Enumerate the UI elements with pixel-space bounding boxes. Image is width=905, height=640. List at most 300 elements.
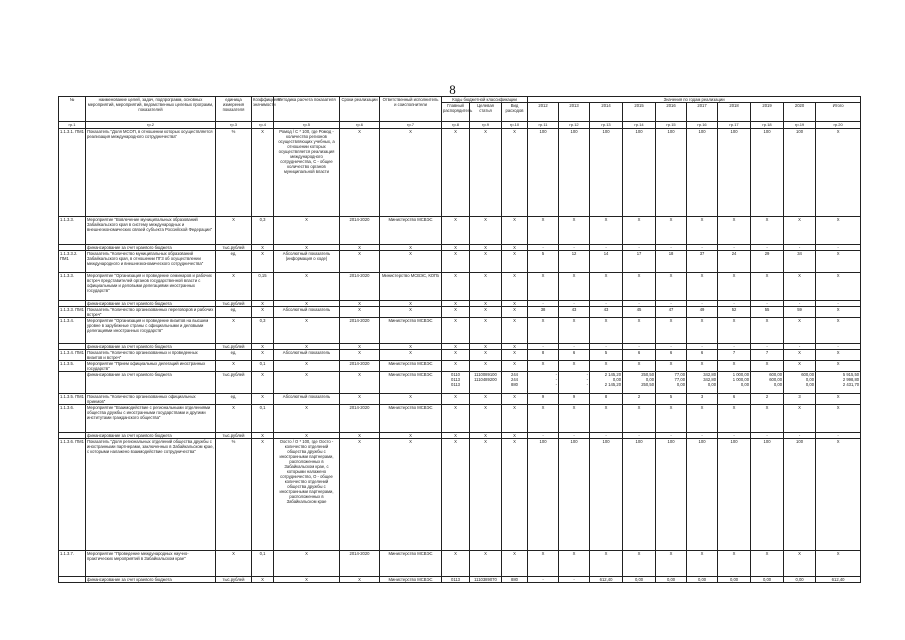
table-cell: - — [687, 433, 718, 439]
table-cell: Х — [470, 394, 502, 405]
table-cell: Х — [340, 577, 380, 583]
table-cell: Х — [274, 361, 340, 372]
table-cell: финансирование за счет краевого бюджета — [86, 433, 216, 439]
table-cell: 0,3 — [252, 217, 274, 245]
table-cell: 0,1 — [252, 361, 274, 372]
table-cell: Х — [340, 372, 380, 394]
table-cell: ед. — [216, 350, 252, 361]
table-cell: Х — [340, 301, 380, 307]
header-unit: единица измерения показателя — [216, 97, 252, 122]
table-cell: - — [623, 344, 656, 350]
table-cell: 100 — [623, 129, 656, 217]
table-cell: Х — [442, 245, 470, 251]
table-cell: Х — [442, 301, 470, 307]
table-cell: Х — [442, 318, 470, 344]
page-number: 8 — [449, 82, 456, 97]
table-cell: - — [559, 245, 590, 251]
table-cell: 1.1.3.5. — [59, 361, 86, 372]
column-number-cell: гр.16 — [687, 122, 718, 129]
table-row — [59, 551, 861, 577]
table-cell: 0,00 — [718, 577, 751, 583]
table-row — [59, 217, 861, 245]
table-cell: Х — [442, 273, 470, 301]
table-cell: 2014-2020 — [340, 551, 380, 577]
table-cell: 0,1 — [252, 405, 274, 433]
table-cell: Х — [274, 372, 340, 394]
table-cell: Х — [718, 318, 751, 344]
table-cell: - — [718, 301, 751, 307]
table-cell: - — [751, 301, 784, 307]
table-cell: Х — [502, 439, 528, 551]
table-cell: Х — [502, 318, 528, 344]
table-cell: Х — [216, 405, 252, 433]
table-cell: Х — [380, 307, 442, 318]
table-cell: Х — [751, 318, 784, 344]
table-cell: 5 — [656, 394, 687, 405]
table-cell: - — [528, 577, 559, 583]
table-cell: 38 — [528, 307, 559, 318]
header-executor: Ответственный исполнитель и соисполнители — [380, 97, 442, 122]
table-cell: Х — [252, 251, 274, 273]
table-cell: 244 244 880 — [502, 372, 528, 394]
table-cell: Х — [656, 273, 687, 301]
table-cell: Х — [502, 361, 528, 372]
table-cell: - — [687, 344, 718, 350]
table-cell: 45 — [623, 307, 656, 318]
table-cell: Х — [502, 217, 528, 245]
table-cell: тыс.рублей — [216, 301, 252, 307]
table-cell: Показатель "Доля региональных отделений общества дружбы с иностранными партнерами, заключенных в Забайкальском крае, с которыми налажено взаимодействие сотрудничества" — [86, 439, 216, 551]
table-cell: 9 — [528, 394, 559, 405]
table-cell: 1.1.3.7. — [59, 551, 86, 577]
table-cell: Министерство МСВЭС — [380, 405, 442, 433]
document-table-wrapper — [58, 96, 860, 583]
table-cell: - — [623, 433, 656, 439]
table-cell: - — [623, 301, 656, 307]
table-cell: Мероприятие "Организация и проведение визитов на высшем уровне в зарубежные страны с официальными и деловыми делегациями иностранных государств" — [86, 318, 216, 344]
table-cell: Х — [718, 217, 751, 245]
table-cell: тыс.рублей — [216, 344, 252, 350]
table-cell: 2014-2020 — [340, 361, 380, 372]
table-cell: 100 — [656, 129, 687, 217]
table-row — [59, 405, 861, 433]
table-cell: Абсолютный показатель — [274, 350, 340, 361]
column-number-cell: гр.11 — [528, 122, 559, 129]
table-cell: - — [816, 245, 861, 251]
header-year: 2016 — [656, 103, 687, 122]
table-cell: 1.1.3.6. — [59, 405, 86, 433]
table-cell: 1.1.3.5. ПМ1 — [59, 394, 86, 405]
column-number-cell: гр.3 — [216, 122, 252, 129]
header-year: 2020 — [784, 103, 816, 122]
table-cell: тыс.рублей — [216, 577, 252, 583]
table-cell: 100 — [784, 129, 816, 217]
table-cell: Х — [623, 405, 656, 433]
table-cell: Х — [502, 245, 528, 251]
header-year: 2013 — [559, 103, 590, 122]
table-cell: Х — [216, 217, 252, 245]
table-cell: Х — [590, 405, 623, 433]
table-cell: Х — [380, 350, 442, 361]
column-number-cell: гр.18 — [751, 122, 784, 129]
table-cell: Х — [816, 129, 861, 217]
table-cell: Х — [656, 217, 687, 245]
table-cell: Показатель "Количество организованных переговоров и рабочих встреч" — [86, 307, 216, 318]
table-cell: - — [784, 344, 816, 350]
table-cell: Х — [274, 217, 340, 245]
table-cell: 1 000,00 1 000,00 0,00 — [718, 372, 751, 394]
table-row — [59, 129, 861, 217]
table-cell: Х — [252, 307, 274, 318]
table-cell: Х — [816, 273, 861, 301]
table-cell: Министерство МСВЭС — [380, 577, 442, 583]
table-cell: Х — [470, 344, 502, 350]
table-cell: - — [656, 245, 687, 251]
table-cell: Х — [687, 273, 718, 301]
column-number-cell: гр.13 — [590, 122, 623, 129]
table-cell: Х — [656, 551, 687, 577]
table-cell: 2014-2020 — [340, 318, 380, 344]
table-cell: Х — [380, 129, 442, 217]
table-cell: Х — [470, 433, 502, 439]
program-indicators-table — [58, 96, 861, 583]
table-cell: Х — [252, 301, 274, 307]
table-cell: Х — [751, 273, 784, 301]
table-cell: 29 — [751, 251, 784, 273]
table-cell: 880 — [502, 577, 528, 583]
table-cell: Х — [559, 551, 590, 577]
table-cell: 7 — [718, 350, 751, 361]
table-cell: Х — [380, 301, 442, 307]
table-cell: Х — [751, 405, 784, 433]
table-cell: Х — [274, 433, 340, 439]
table-cell: 100 — [718, 129, 751, 217]
table-cell: 100 — [623, 439, 656, 551]
table-cell: - - - — [559, 372, 590, 394]
table-cell: Х — [340, 350, 380, 361]
table-cell: 100 — [528, 129, 559, 217]
table-cell: 342,80 342,80 0,00 — [687, 372, 718, 394]
table-cell: 0,00 — [623, 577, 656, 583]
table-cell: 0,00 — [656, 577, 687, 583]
table-cell: Х — [274, 318, 340, 344]
table-cell: Х — [718, 405, 751, 433]
table-cell: Х — [559, 405, 590, 433]
table-cell: 100 — [784, 439, 816, 551]
table-cell: Х — [559, 361, 590, 372]
table-cell: Х — [623, 217, 656, 245]
header-total: Итого — [816, 103, 861, 122]
table-cell: 6 — [559, 350, 590, 361]
table-cell: 1110389070 — [470, 577, 502, 583]
column-number-cell: гр.8 — [442, 122, 470, 129]
table-cell: Х — [502, 394, 528, 405]
table-cell: - — [656, 344, 687, 350]
table-cell: Х — [442, 350, 470, 361]
table-cell: % — [216, 439, 252, 551]
column-number-cell: гр.17 — [718, 122, 751, 129]
table-cell: 2 — [623, 394, 656, 405]
table-cell: 2014-2020 — [340, 217, 380, 245]
table-cell: Х — [502, 251, 528, 273]
table-cell: Х — [751, 217, 784, 245]
table-cell: Х — [252, 245, 274, 251]
table-cell: Абсолютный показатель — [274, 307, 340, 318]
table-cell: Х — [502, 350, 528, 361]
table-cell: - — [751, 344, 784, 350]
table-cell: финансирование за счет краевого бюджета — [86, 344, 216, 350]
table-cell: - — [784, 245, 816, 251]
table-cell: - — [590, 433, 623, 439]
table-cell: 37 — [687, 251, 718, 273]
table-cell: Х — [470, 251, 502, 273]
table-cell: - — [751, 433, 784, 439]
table-cell: финансирование за счет краевого бюджета — [86, 301, 216, 307]
table-cell: Х — [718, 273, 751, 301]
table-cell: 8 — [590, 394, 623, 405]
table-cell: - — [718, 245, 751, 251]
table-cell: 6 — [687, 350, 718, 361]
table-row — [59, 307, 861, 318]
table-cell: Х — [340, 433, 380, 439]
table-cell: - — [559, 433, 590, 439]
table-cell: Х — [623, 273, 656, 301]
table-cell: 100 — [751, 129, 784, 217]
table-cell: Абсолютный показатель (информация о ходе) — [274, 251, 340, 273]
table-cell: Х — [442, 344, 470, 350]
table-cell: 612,40 — [590, 577, 623, 583]
table-cell: 2 — [751, 394, 784, 405]
table-cell: Х — [623, 318, 656, 344]
table-cell: 2014-2020 — [340, 405, 380, 433]
table-cell: 1.1.3.4. ПМ1 — [59, 350, 86, 361]
table-cell: Х — [784, 273, 816, 301]
column-number-cell: гр.4 — [252, 122, 274, 129]
table-cell: 12 — [559, 251, 590, 273]
table-cell: Х — [816, 361, 861, 372]
table-cell: Х — [380, 433, 442, 439]
table-cell: 9 — [559, 394, 590, 405]
table-cell: % — [216, 129, 252, 217]
table-cell: Х — [380, 344, 442, 350]
table-cell: Х — [216, 551, 252, 577]
table-cell: Х — [816, 217, 861, 245]
table-cell: Х — [590, 217, 623, 245]
table-cell: - — [590, 344, 623, 350]
table-row — [59, 577, 861, 583]
table-cell: 1.1.3.3.2. ПМ1 — [59, 251, 86, 273]
table-row — [59, 439, 861, 551]
table-cell: 600,00 0,00 0,00 — [784, 372, 816, 394]
table-cell: тыс.рублей — [216, 245, 252, 251]
table-cell: Х — [470, 301, 502, 307]
table-cell: Х — [274, 344, 340, 350]
table-cell: Х — [784, 318, 816, 344]
table-cell: 1110089100 1110489200 — [470, 372, 502, 394]
table-cell: Х — [502, 301, 528, 307]
table-cell: финансирование за счет краевого бюджета — [86, 372, 216, 394]
table-cell: Х — [340, 129, 380, 217]
table-cell: Х — [816, 318, 861, 344]
table-cell: Х — [442, 251, 470, 273]
table-row — [59, 361, 861, 372]
table-cell: 1.1.3.1. ПМ1 — [59, 129, 86, 217]
table-cell: Х — [340, 439, 380, 551]
table-cell: Х — [274, 551, 340, 577]
table-cell: Х — [442, 405, 470, 433]
table-body — [59, 129, 861, 583]
header-year: 2017 — [687, 103, 718, 122]
table-cell: Х — [216, 318, 252, 344]
column-number-cell: гр.6 — [340, 122, 380, 129]
column-number-cell: гр.5 — [274, 122, 340, 129]
table-cell: финансирование за счет краевого бюджета — [86, 245, 216, 251]
column-number-cell: гр.9 — [470, 122, 502, 129]
table-cell: Х — [687, 551, 718, 577]
column-number-cell: гр.12 — [559, 122, 590, 129]
table-row — [59, 273, 861, 301]
table-cell: Х — [687, 217, 718, 245]
table-cell: Х — [559, 318, 590, 344]
table-cell: Х — [751, 361, 784, 372]
column-number-cell: гр.10 — [502, 122, 528, 129]
table-cell: 59 — [784, 307, 816, 318]
table-cell: 14 — [590, 251, 623, 273]
table-cell: Х — [470, 273, 502, 301]
table-cell: - — [656, 433, 687, 439]
table-cell: Министерство МСВЭС — [380, 361, 442, 372]
table-cell: Х — [252, 129, 274, 217]
table-cell: Министерство МСВЭС — [380, 217, 442, 245]
table-cell: Х — [340, 307, 380, 318]
table-cell: - — [590, 301, 623, 307]
table-cell: 2 145,20 0,00 2 145,20 — [590, 372, 623, 394]
table-cell: 18 — [656, 251, 687, 273]
table-cell: Министерство МСВЭС, КОГБ — [380, 273, 442, 301]
table-cell: Х — [559, 217, 590, 245]
table-cell: Х — [470, 318, 502, 344]
header-kbk-article: Целевая статья — [470, 103, 502, 122]
table-cell: 0,1 — [252, 551, 274, 577]
header-kbk-group: Коды бюджетной классификации — [442, 97, 528, 103]
table-cell: Х — [252, 394, 274, 405]
table-cell: Х — [502, 273, 528, 301]
table-cell: 6 — [623, 350, 656, 361]
table-cell: - — [784, 301, 816, 307]
table-cell: 0,3 — [252, 318, 274, 344]
table-cell: Х — [816, 439, 861, 551]
table-cell: 8 — [528, 350, 559, 361]
table-cell: 2014-2020 — [340, 273, 380, 301]
table-cell: - — [816, 344, 861, 350]
table-cell: Х — [274, 405, 340, 433]
table-cell: 7 — [751, 350, 784, 361]
table-cell: 1.1.3.3. — [59, 217, 86, 245]
table-cell: 100 — [590, 129, 623, 217]
header-years-group: Значения по годам реализации — [528, 97, 861, 103]
table-cell: - — [816, 301, 861, 307]
table-cell: Министерство МСВЭС — [380, 318, 442, 344]
table-cell: Х — [718, 551, 751, 577]
table-cell: Х — [274, 301, 340, 307]
table-cell: финансирование за счет краевого бюджета — [86, 577, 216, 583]
table-cell: Х — [380, 251, 442, 273]
table-cell: Х — [274, 245, 340, 251]
table-cell: тыс.рублей — [216, 372, 252, 394]
table-cell: Х — [528, 318, 559, 344]
table-cell: - — [687, 301, 718, 307]
table-cell: Х — [252, 433, 274, 439]
table-cell: - — [590, 245, 623, 251]
table-cell: - — [528, 245, 559, 251]
table-cell: Х — [816, 251, 861, 273]
table-cell: Х — [340, 245, 380, 251]
table-cell: Х — [590, 273, 623, 301]
table-cell: Х — [442, 307, 470, 318]
table-cell: Х — [559, 273, 590, 301]
table-row — [59, 372, 861, 394]
table-cell: Х — [442, 433, 470, 439]
table-cell: Х — [442, 551, 470, 577]
header-year: 2015 — [623, 103, 656, 122]
table-cell: 49 — [687, 307, 718, 318]
table-cell: Х — [470, 361, 502, 372]
header-no: № — [59, 97, 86, 122]
column-number-cell: гр.14 — [623, 122, 656, 129]
table-cell: 100 — [718, 439, 751, 551]
table-cell: - — [559, 577, 590, 583]
table-cell: Х — [502, 307, 528, 318]
table-cell: Х — [470, 245, 502, 251]
table-cell: Х — [502, 129, 528, 217]
table-cell: Х — [816, 350, 861, 361]
table-cell: Х — [470, 439, 502, 551]
table-cell: - — [718, 433, 751, 439]
table-cell: Х — [216, 361, 252, 372]
table-cell: 600,00 600,00 0,00 — [751, 372, 784, 394]
header-year: 2012 — [528, 103, 559, 122]
table-cell: Ромод / С * 100, где Ромод - количество регионов осуществляющих учебных, а отношении которых осуществляется реализация международного сотрудничества, С - общее количество органов муниципальной власти — [274, 129, 340, 217]
header-term: Сроки реализации — [340, 97, 380, 122]
table-cell: Мероприятие "Прием официальных делегаций иностранных государств" — [86, 361, 216, 372]
table-cell: Министерство МСВЭС — [380, 551, 442, 577]
table-cell: Х — [528, 405, 559, 433]
table-row — [59, 394, 861, 405]
table-cell: Х — [656, 318, 687, 344]
column-number-cell: гр.15 — [656, 122, 687, 129]
table-cell: Х — [751, 551, 784, 577]
table-cell: Х — [442, 439, 470, 551]
table-cell: 1.1.3.6. ПМ1 — [59, 439, 86, 551]
header-year: 2018 — [718, 103, 751, 122]
table-cell: 52 — [718, 307, 751, 318]
table-cell: Х — [252, 344, 274, 350]
table-cell: Х — [470, 551, 502, 577]
table-cell: Х — [252, 372, 274, 394]
table-cell: - — [559, 301, 590, 307]
table-cell: Мероприятие "Взаимодействие с региональными отделениями общества дружбы с иностранными государствами и другими институтами гражданского общества" — [86, 405, 216, 433]
table-cell: Х — [656, 405, 687, 433]
table-cell: 1.1.3.3. — [59, 273, 86, 301]
table-cell: Х — [252, 439, 274, 551]
table-cell: - — [528, 301, 559, 307]
table-cell: 55 — [751, 307, 784, 318]
table-cell: Х — [470, 405, 502, 433]
column-number-cell: гр.2 — [86, 122, 216, 129]
header-coef: Коэффициент значимости — [252, 97, 274, 122]
table-cell: Х — [784, 350, 816, 361]
table-cell: Х — [380, 245, 442, 251]
